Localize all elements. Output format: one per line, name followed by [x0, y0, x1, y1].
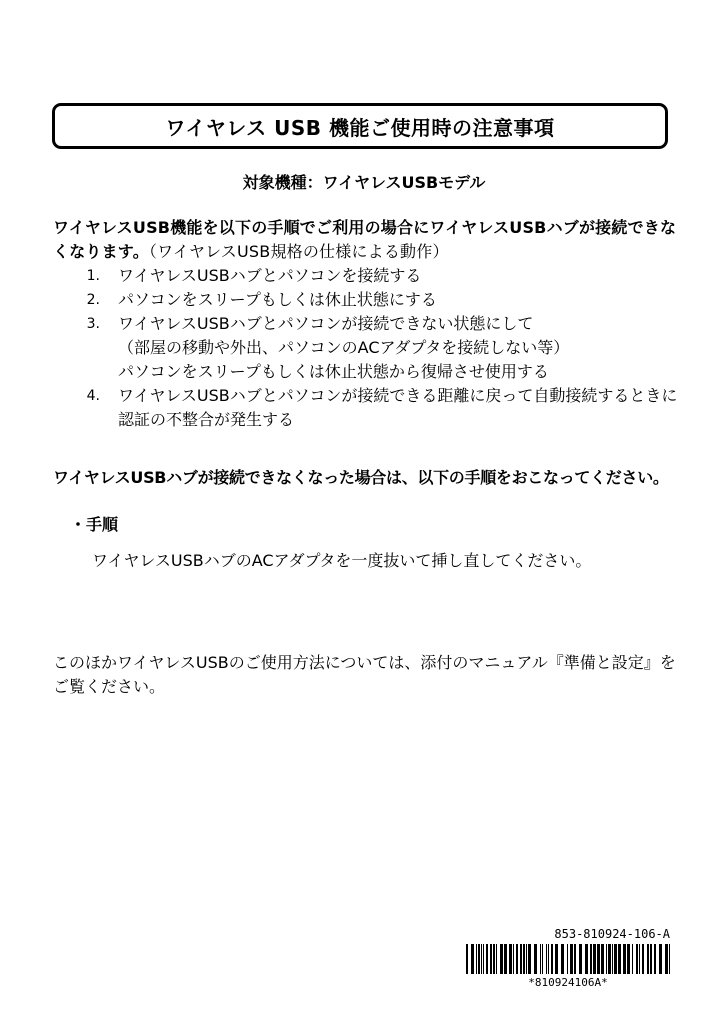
manual-reference-text: このほかワイヤレスUSBのご使用方法については、添付のマニュアル『準備と設定』をご覧ください。	[53, 653, 676, 696]
barcode-image	[466, 944, 670, 974]
intro-paragraph	[53, 216, 678, 264]
step-text	[118, 312, 678, 384]
step-number: 2.	[86, 292, 100, 308]
step-number: 1.	[86, 268, 100, 284]
step-text: パソコンをスリープもしくは休止状態にする	[118, 290, 437, 309]
step-number: 3.	[86, 316, 100, 332]
part-number: 853-810924-106-A	[554, 927, 670, 941]
step-line: （部屋の移動や外出、パソコンのACアダプタを接続しない等）	[118, 338, 570, 357]
list-item	[53, 264, 678, 288]
intro-note-text: （ワイヤレスUSB規格の仕様による動作）	[148, 242, 449, 261]
step-text: ワイヤレスUSBハブとパソコンが接続できる距離に戻って自動接続するときに認証の不整合が発生する	[118, 386, 678, 429]
step-line: パソコンをスリープもしくは休止状態から復帰させ使用する	[118, 362, 549, 381]
step-line: ワイヤレスUSBハブとパソコンが接続できない状態にして	[118, 314, 534, 333]
step-text: ワイヤレスUSBハブとパソコンを接続する	[118, 266, 422, 285]
list-item	[53, 288, 678, 312]
barcode-text: *810924106A*	[528, 976, 608, 989]
steps-list	[53, 264, 678, 432]
list-item	[53, 312, 678, 384]
step-number: 4.	[86, 388, 100, 404]
target-models: 対象機種：ワイヤレスUSBモデル	[242, 173, 486, 192]
intro-bold-text: ワイヤレスUSB機能を以下の手順でご利用の場合にワイヤレスUSBハブが接続できなくなります。	[53, 218, 677, 261]
title-box	[52, 103, 668, 149]
procedure-heading: ・手順	[70, 515, 119, 534]
page-title: ワイヤレス USB 機能ご使用時の注意事項	[165, 115, 555, 140]
notice-text: ワイヤレスUSBハブが接続できなくなった場合は、以下の手順をおこなってください。	[53, 468, 669, 487]
procedure-text: ワイヤレスUSBハブのACアダプタを一度抜いて挿し直してください。	[92, 551, 592, 570]
list-item	[53, 384, 678, 432]
